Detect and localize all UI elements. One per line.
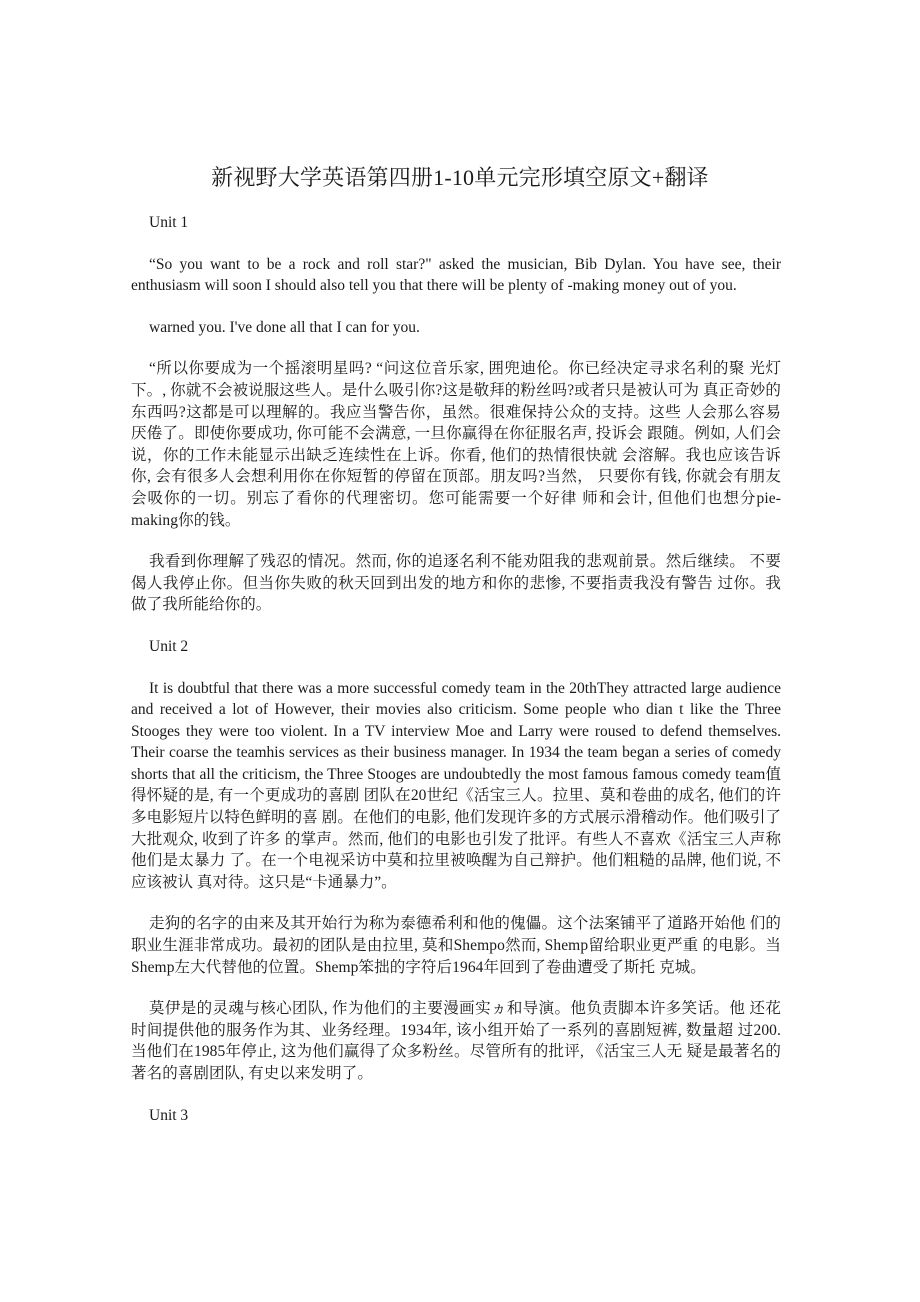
unit-2-heading: Unit 2 <box>149 637 189 655</box>
unit-3-heading: Unit 3 <box>149 1106 189 1124</box>
unit-1-english-paragraph-1: “So you want to be a rock and roll star?" asked the musician, Bib Dylan. You have see, their enthusiasm will soon I should also tell you that there will be plenty of -making money out of you. <box>131 255 781 295</box>
unit-1-chinese-paragraph-2: 我看到你理解了残忍的情况。然而, 你的追逐名利不能劝阻我的悲观前景。然后继续。 不要偈人我停止你。但当你失败的秋天回到出发的地方和你的悲惨, 不要指责我没有警告 过你。我做了我所能给你的。 <box>131 553 781 614</box>
unit-1-chinese-paragraph-1: “所以你要成为一个摇滚明星吗? “问这位音乐家, 囲兜迪伦。你已经决定寻求名利的聚 光灯下。, 你就不会被说服这些人。是什么吸引你?这是敬拜的粉丝吗?或者只是被认可为 真正奇妙的东西吗?这都是可以理解的。我应当警告你，虽然。很难保持公众的支持。这些 人会那么容易厌倦了。即使你要成功, 你可能不会满意, 一旦你赢得在你征服名声, 投诉会 跟随。例如, 人们会说，你的工作未能显示出缺乏连续性在上诉。你看, 他们的热情很快就 会溶解。我也应该告诉你, 会有很多人会想利用你在你短暂的停留在顶部。朋友吗?当然， 只要你有钱, 你就会有朋友会吸你的一切。别忘了看你的代理密切。您可能需要一个好律 师和会计, 但他们也想分pie-making你的钱。 <box>131 360 781 529</box>
unit-2-paragraph-1: It is doubtful that there was a more successful comedy team in the 20thThey attracted large audience and received a lot of However, their movies also criticism. Some people who dian t like the Three Stooges they were too violent. In a TV interview Moe and Larry were roused to defend themselves. Their coarse the teamhis services as their business manager. In 1934 the team began a series of comedy shorts that all the criticism, the Three Stooges are undoubtedly the most famous famous comedy team值得怀疑的是, 有一个更成功的喜剧 团队在20世纪《活宝三人。拉里、莫和卷曲的成名, 他们的许多电影短片以特色鲜明的喜 剧。在他们的电影, 他们发现许多的方式展示滑稽动作。他们吸引了大批观众, 收到了许多 的掌声。然而, 他们的电影也引发了批评。有些人不喜欢《活宝三人声称他们是太暴力 了。在一个电视采访中莫和拉里被唤醒为自己辩护。他们粗糙的品牌, 他们说, 不应该被认 真对待。这只是“卡通暴力”。 <box>131 679 781 891</box>
unit-1-english-paragraph-2: warned you. I've done all that I can for you. <box>149 318 420 336</box>
unit-1-heading: Unit 1 <box>149 214 189 231</box>
document-title: 新视野大学英语第四册1-10单元完形填空原文+翻译 <box>211 165 709 190</box>
unit-2-paragraph-3: 莫伊是的灵魂与核心团队, 作为他们的主要漫画实ヵ和导演。他负责脚本许多笑话。他 还花时间提供他的服务作为其、业务经理。1934年, 该小组开始了一系列的喜剧短裤, 数量超 过200.当他们在1985年停止, 这为他们赢得了众多粉丝。尽管所有的批评, 《活宝三人无 疑是最著名的著名的喜剧团队, 有史以来发明了。 <box>131 1000 781 1082</box>
document-body <box>131 212 781 1146</box>
unit-2-paragraph-2: 走狗的名字的由来及其开始行为称为泰德希利和他的傀儡。这个法案铺平了道路开始他 们的职业生涯非常成功。最初的团队是由拉里, 莫和Shempo然而, Shemp留给职业更严重 的电影。当Shemp左大代替他的位置。Shemp笨拙的字符后1964年回到了卷曲遭受了斯托 克城。 <box>131 915 781 976</box>
